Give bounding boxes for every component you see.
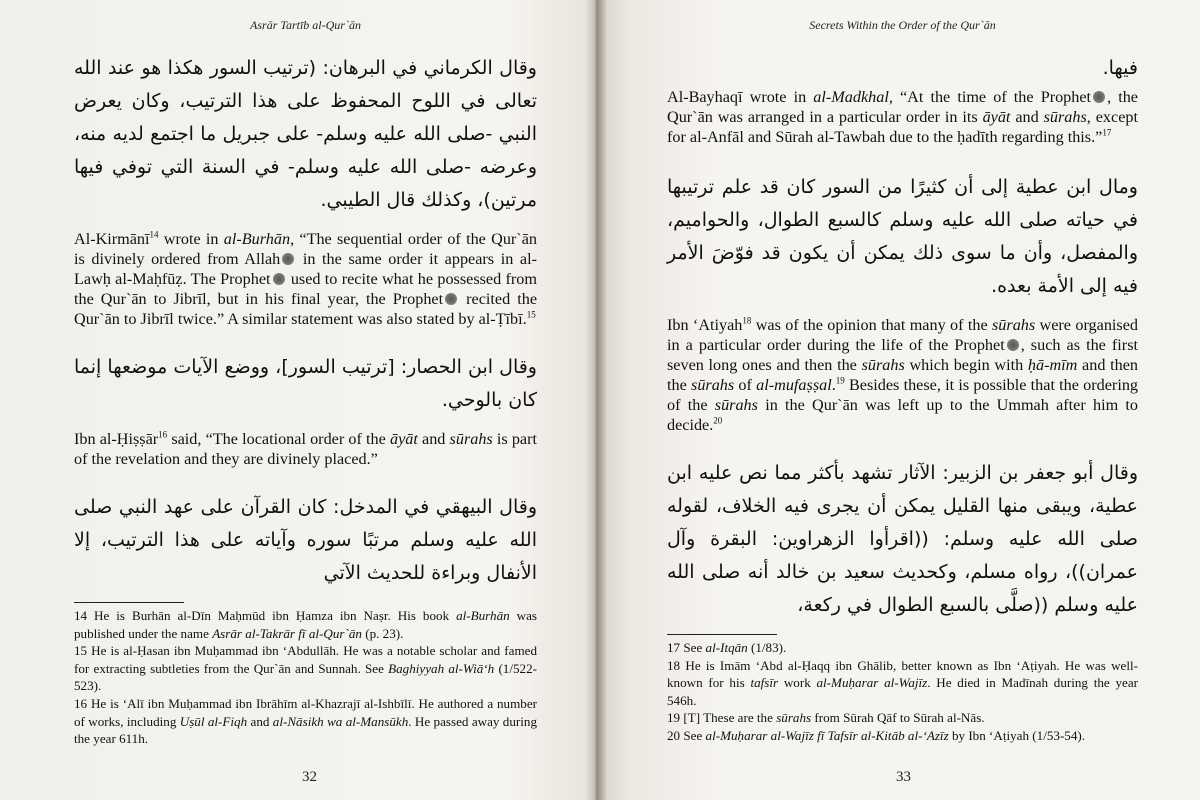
left-running-head: Asrār Tartīb al-Qur`ān (250, 18, 361, 32)
right-footnotes (667, 639, 1138, 745)
footnote-19: 19 [T] These are the sūrahs from Sūrah Qāf to Sūrah al-Nās. (667, 710, 985, 726)
english-paragraph-bayhaqi: Al-Bayhaqī wrote in al-Madkhal, “At the time of the Prophet , the Qur`ān was arranged in a particular order in its āyāt and sūrahs, except for al-Anfāl and Sūrah al-Tawbah due to the ḥadīth regarding this.”$^{17}$ (667, 88, 1138, 146)
footnote-15: 15 He is al-Ḥasan ibn Muḥammad ibn ‘Abdullāh. He was a notable scholar and famed for extracting subtleties from the Qur`ān and Sunnah. See Baghiyyah al-Wiā‘h (1/522-523). (74, 643, 537, 694)
arabic-paragraph-kirmani: وقال الكرماني في البرهان: (ترتيب السور هكذا هو عند الله تعالى في اللوح المحفوظ على هذا الترتيب، وكان يعرض النبي -صلى الله عليه وسلم- على جبريل ما اجتمع لديه منه، وعرضه -صلى الله عليه وسلم- في السنة التي توفي فيها مرتين)، وكذلك قال الطيبي. (74, 57, 537, 211)
footnote-16: 16 He is ‘Alī ibn Muḥammad ibn Ibrāhīm al-Khazrajī al-Ishbīlī. He authored a number of works, including Uṣūl al-Fiqh and al-Nāsikh wa al-Mansūkh. He passed away during the year 611h. (74, 695, 537, 747)
footnote-divider (74, 602, 184, 603)
arabic-paragraph-hissar: وقال ابن الحصار: [ترتيب السور]، ووضع الآيات موضعها إنما كان بالوحي. (74, 356, 537, 411)
honorific-glyph-icon (1007, 339, 1019, 351)
arabic-paragraph-bayhaqi: وقال البيهقي في المدخل: كان القرآن على عهد النبي صلى الله عليه وسلم مرتبًا سوره وآياته على هذا الترتيب، إلا الأنفال وبراءة للحديث الآتي (74, 496, 537, 584)
english-paragraph-kirmani: Al-Kirmānī$^{14}$ wrote in al-Burhān, “The sequential order of the Qur`ān is divinely ordered from Allah in the same order it appears in al-Lawḥ al-Maḥfūẓ. The Prophet used to recite what he possessed from the Qur`ān to Jibrīl, but in his final year, the Prophet recited the Qur`ān to Jibrīl twice.” A similar statement was also stated by al-Ṭībī.$^{15}$ (74, 229, 538, 328)
right-page (595, 0, 1200, 800)
footnote-divider (667, 634, 777, 635)
footnote-20: 20 See al-Muḥarar al-Wajīz fī Tafsīr al-Kitāb al-‘Azīz by Ibn ‘Aṭiyah (1/53-54). (667, 727, 1086, 743)
honorific-glyph-icon (273, 273, 285, 285)
right-running-head: Secrets Within the Order of the Qur`ān (809, 18, 996, 32)
english-paragraph-hissar: Ibn al-Ḥiṣṣār$^{16}$ said, “The locational order of the āyāt and sūrahs is part of the revelation and they are divinely placed.” (74, 429, 538, 468)
book-gutter (585, 0, 607, 800)
footnote-17: 17 See al-Itqān (1/83). (667, 640, 787, 655)
arabic-paragraph-ibn-atiyah: ومال ابن عطية إلى أن كثيرًا من السور كان قد علم ترتيبها في حياته صلى الله عليه وسلم كالسبع الطوال، والحواميم، والمفصل، وأن ما سوى ذلك يمكن أن يكون قد فوّضَ الأمر فيه إلى الأمة بعده. (667, 176, 1138, 297)
arabic-paragraph-ibn-zubayr: وقال أبو جعفر بن الزبير: الآثار تشهد بأكثر مما نص عليه ابن عطية، ويبقى منها القليل يمكن أن يجرى فيه الخلاف، لقوله صلى الله عليه وسلم: ((اقرأوا الزهراوين: البقرة وآل عمران))، رواه مسلم، وكحديث سعيد بن خالد أنه صلى الله عليه وسلم ((صلَّى بالسبع الطوال في ركعة، (667, 462, 1138, 616)
page-number-right: 33 (896, 769, 911, 785)
page-number-left: 32 (302, 769, 317, 785)
honorific-glyph-icon (1093, 91, 1105, 103)
left-page (0, 0, 595, 800)
honorific-glyph-icon (445, 293, 457, 305)
english-paragraph-ibn-atiyah: Ibn ‘Atiyah$^{18}$ was of the opinion that many of the sūrahs were organised in a particular order during the life of the Prophet , such as the first seven long ones and then the sūrahs which begin with ḥā-mīm and then the sūrahs of al-mufaṣṣal.$^{19}$ Besides these, it is possible that the ordering of the sūrahs in the Qur`ān was left up to the Ummah after him to decide.$^{20}$ (667, 315, 1139, 434)
left-footnotes (74, 607, 537, 748)
footnote-14: 14 He is Burhān al-Dīn Maḥmūd ibn Ḥamza ibn Naṣr. His book al-Burhān was published under the name Asrār al-Takrār fī al-Qur`ān (p. 23). (74, 608, 537, 641)
footnote-18: 18 He is Imām ‘Abd al-Ḥaqq ibn Ghālib, better known as Ibn ‘Aṭiyah. He was well-known for his tafsīr work al-Muḥarar al-Wajīz. He died in Madīnah during the year 546h. (667, 657, 1138, 708)
arabic-fragment-fiha: فيها. (1102, 57, 1138, 79)
honorific-glyph-icon (282, 253, 294, 265)
